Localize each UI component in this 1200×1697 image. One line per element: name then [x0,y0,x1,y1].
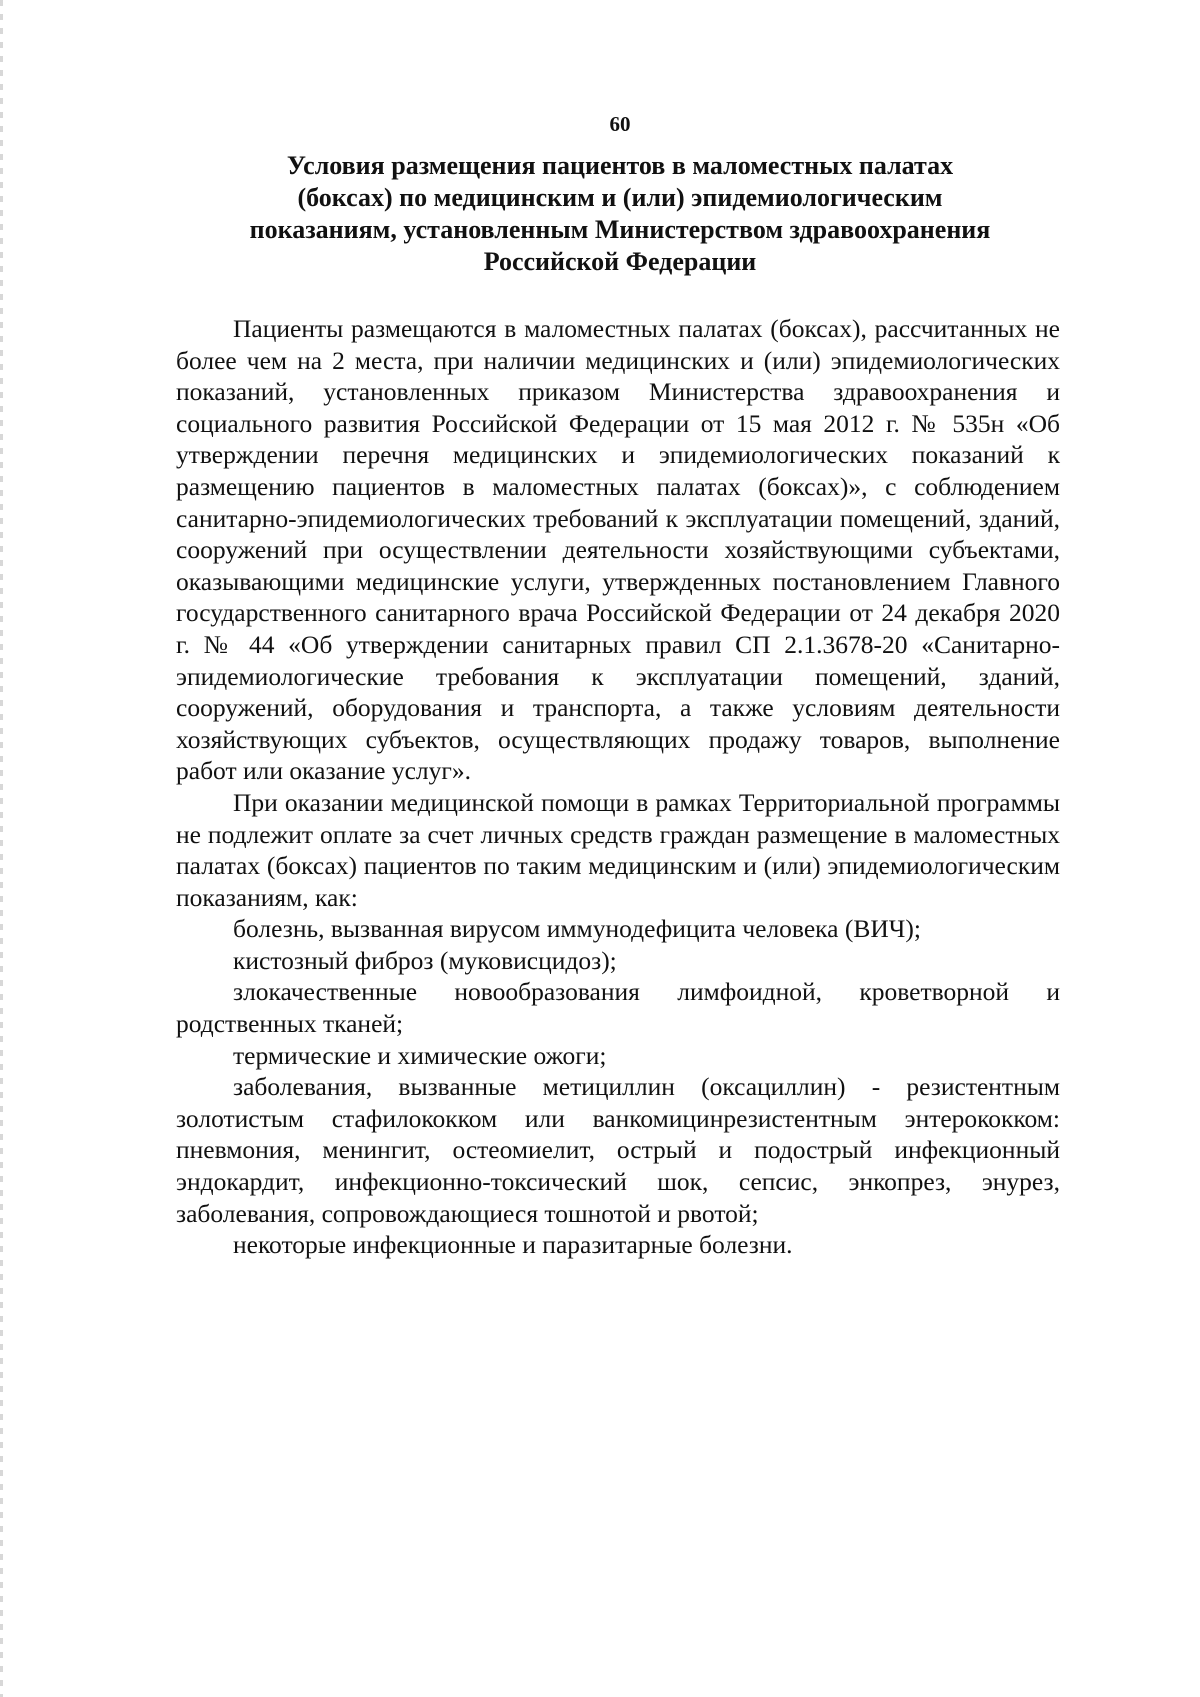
scan-edge [0,0,3,1697]
title-line: Условия размещения пациентов в маломестных палатах [286,151,954,180]
list-item: болезнь, вызванная вирусом иммунодефицита человека (ВИЧ); [233,914,921,944]
document-body [176,313,1060,1261]
document-title [200,150,1040,278]
paragraph-placement-conditions: Пациенты размещаются в маломестных палатах (боксах), рассчитанных не более чем на 2 места, при наличии медицинских и (или) эпидемиологических показаний, установленных приказом Министерства здравоохранения и социального развития Российской Федерации от 15 мая 2012 г. № 535н «Об утверждении перечня медицинских и эпидемиологических показаний к размещению пациентов в маломестных палатах (боксах)», с соблюдением санитарно-эпидемиологических требований к эксплуатации помещений, зданий, сооружений при осуществлении деятельности хозяйствующими субъектами, оказывающими медицинские услуги, утвержденных постановлением Главного государственного санитарного врача Российской Федерации от 24 декабря 2020 г. № 44 «Об утверждении санитарных правил СП 2.1.3678-20 «Санитарно-эпидемиологические требования к эксплуатации помещений, зданий, сооружений, оборудования и транспорта, а также условиям деятельности хозяйствующих субъектов, осуществляющих продажу товаров, выполнение работ или оказание услуг». [176,314,1060,786]
list-item: термические и химические ожоги; [233,1040,607,1070]
list-item: злокачественные новообразования лимфоидной, кроветворной и родственных тканей; [176,977,1060,1039]
list-item: некоторые инфекционные и паразитарные болезни. [233,1230,793,1260]
page-number: 60 [609,112,631,136]
title-line: показаниям, установленным Министерством здравоохранения [249,215,991,244]
title-line: Российской Федерации [483,247,757,276]
title-line: (боксах) по медицинским и (или) эпидемиологическим [297,183,943,212]
list-item: заболевания, вызванные метициллин (оксациллин) - резистентным золотистым стафилококком или ванкомицинрезистентным энтерококком: пневмония, менингит, остеомиелит, острый и подострый инфекционный эндокардит, инфекционно-токсический шок, сепсис, энкопрез, энурез, заболевания, сопровождающиеся тошнотой и рвотой; [176,1072,1060,1228]
list-item: кистозный фиброз (муковисцидоз); [233,945,617,975]
paragraph-payment-exemption: При оказании медицинской помощи в рамках Территориальной программы не подлежит оплате за счет личных средств граждан размещение в маломестных палатах (боксах) пациентов по таким медицинским и (или) эпидемиологическим показаниям, как: [176,787,1060,912]
